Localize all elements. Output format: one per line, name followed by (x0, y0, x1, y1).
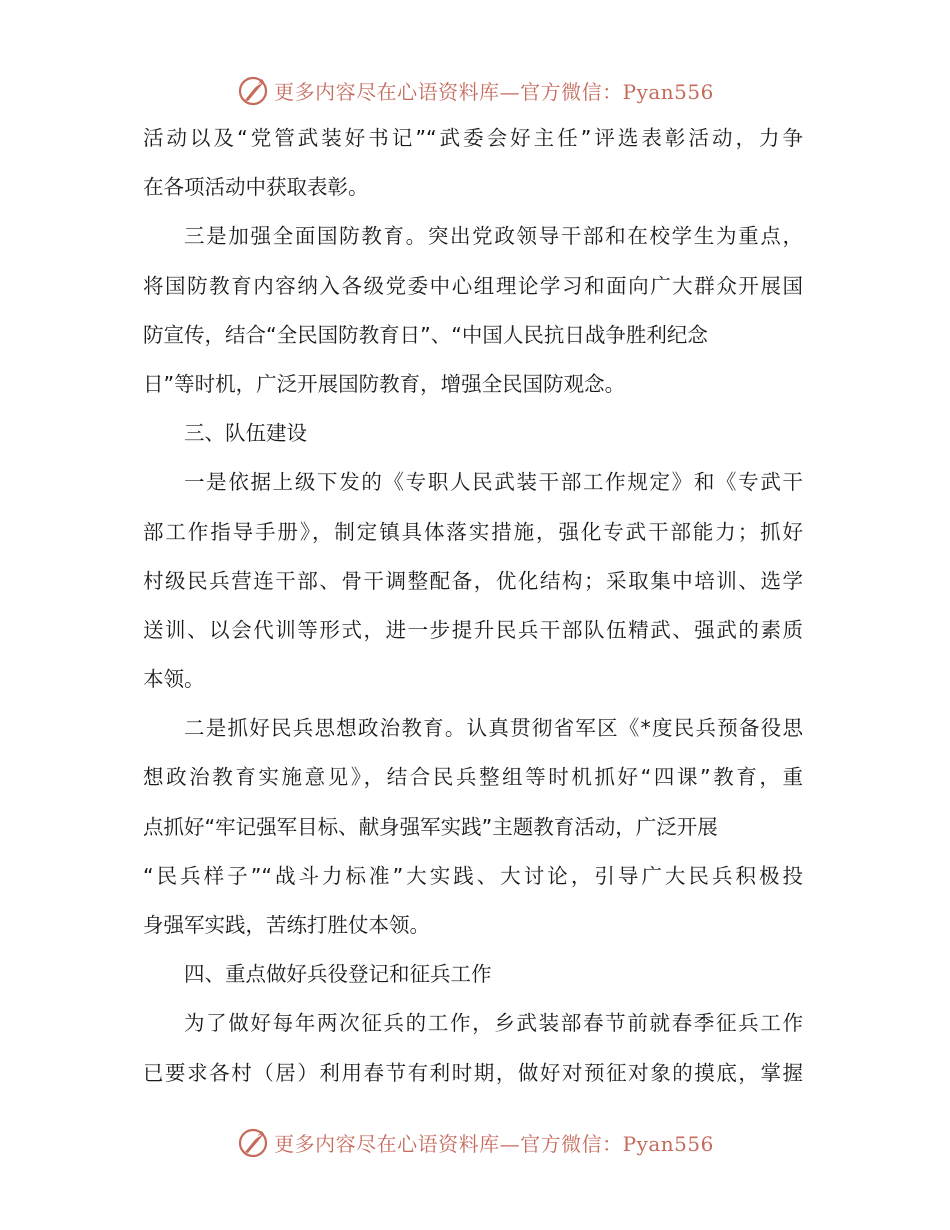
document-body (143, 114, 803, 1098)
text-line: 日”等时机，广泛开展国防教育，增强全民国防观念。 (143, 371, 626, 396)
text-line: 本领。 (143, 667, 205, 692)
text-line: 三、队伍建设 (184, 421, 307, 446)
text-line: 身强军实践，苦练打胜仗本领。 (143, 913, 430, 937)
text-line: 已要求各村（居）利用春节有利时期，做好对预征对象的摸底，掌握 (143, 1060, 803, 1085)
text-line: 送训、以会代训等形式，进一步提升民兵干部队伍精武、强武的素质 (143, 617, 803, 642)
text-line: 在各项活动中获取表彰。 (143, 175, 369, 200)
text-line: 村级民兵营连干部、骨干调整配备，优化结构；采取集中培训、选学 (143, 568, 803, 593)
text-line: 将国防教育内容纳入各级党委中心组理论学习和面向广大群众开展国 (143, 273, 803, 298)
quill-logo-icon (236, 73, 270, 107)
text-line: 为了做好每年两次征兵的工作，乡武装部春节前就春季征兵工作 (184, 1011, 803, 1036)
text-line: 部工作指导手册》，制定镇具体落实措施，强化专武干部能力；抓好 (143, 519, 803, 544)
text-line: 二是抓好民兵思想政治教育。认真贯彻省军区《*度民兵预备役思 (184, 716, 803, 741)
watermark-header (0, 70, 950, 110)
text-line: 防宣传，结合“全民国防教育日”、“中国人民抗日战争胜利纪念 (143, 322, 708, 347)
text-line: 想政治教育实施意见》，结合民兵整组等时机抓好“四课”教育，重 (143, 765, 803, 790)
watermark-text: 更多内容尽在心语资料库—官方微信：Pyan556 (274, 1131, 714, 1156)
watermark-footer (0, 1122, 950, 1162)
text-line: “民兵样子”“战斗力标准”大实践、大讨论，引导广大民兵积极投 (143, 863, 803, 888)
quill-logo-icon (236, 1125, 270, 1159)
text-line: 点抓好“牢记强军目标、献身强军实践”主题教育活动，广泛开展 (143, 814, 718, 839)
text-line: 四、重点做好兵役登记和征兵工作 (184, 962, 492, 987)
text-line: 一是依据上级下发的《专职人民武装干部工作规定》和《专武干 (184, 470, 803, 495)
watermark-text: 更多内容尽在心语资料库—官方微信：Pyan556 (274, 79, 714, 104)
text-line: 活动以及“党管武装好书记”“武委会好主任”评选表彰活动，力争 (143, 126, 803, 150)
text-line: 三是加强全面国防教育。突出党政领导干部和在校学生为重点， (184, 224, 803, 249)
